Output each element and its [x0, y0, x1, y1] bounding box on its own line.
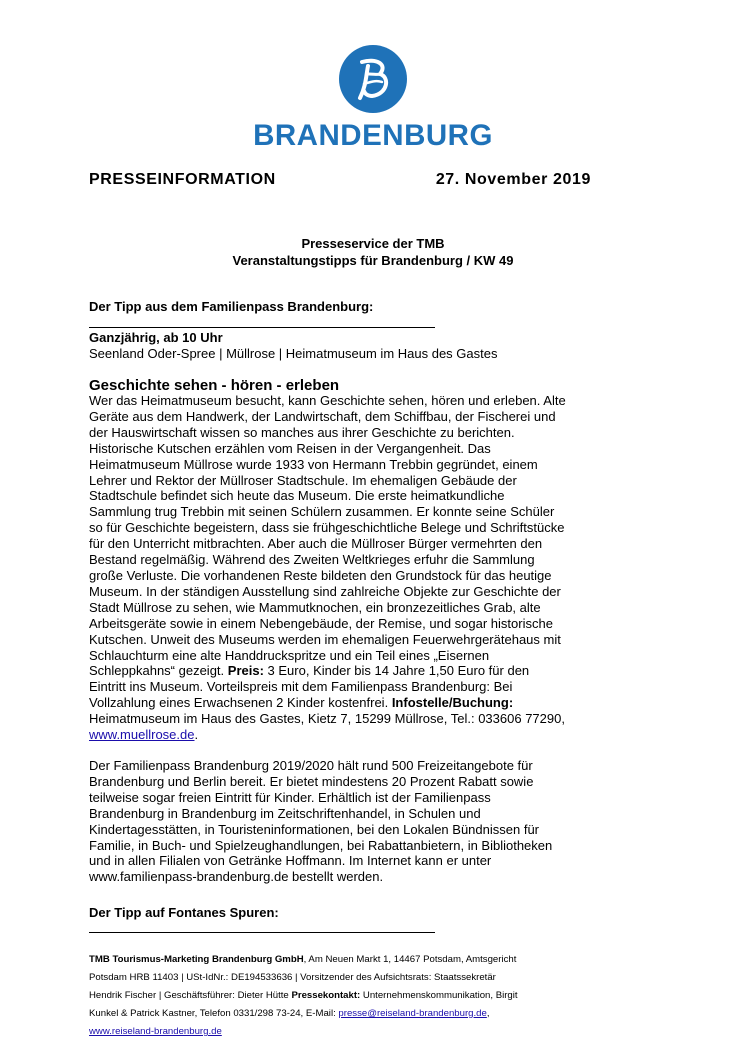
text-line: Kutschen. Unweit des Museums werden im ehemaligen Feuerwehrgerätehaus mit — [89, 631, 561, 647]
footer-line: Kunkel & Patrick Kastner, Telefon 0331/298 73-24, E-Mail: presse@reiseland-brandenburg.de, — [89, 1008, 490, 1019]
brand-logo — [0, 44, 746, 153]
text-line: Lehrer und Rektor der Müllroser Stadtschule. Im ehemaligen Gebäude der — [89, 472, 517, 488]
press-title: PRESSEINFORMATION — [89, 171, 276, 188]
footer-line: Potsdam HRB 11403 | USt-IdNr.: DE194533636 | Vorsitzender des Aufsichtsrats: Staatssekretär — [89, 972, 496, 983]
tip1-section-title: Der Tipp aus dem Familienpass Brandenburg: — [89, 299, 374, 314]
text-line-link: www.muellrose.de. — [89, 727, 199, 743]
text-line: Familie, in Buch- und Spielzeughandlungen, bei Rabattanbietern, in Bibliotheken — [89, 837, 553, 853]
text-line: Eintritt ins Museum. Vorteilspreis mit dem Familienpass Brandenburg: Bei — [89, 679, 513, 695]
text-line: Historische Kutschen erzählen vom Reisen in der Vergangenheit. Das — [89, 440, 491, 456]
text-line-info: Vollzahlung eines Erwachsenen 2 Kinder kostenfrei. Infostelle/Buchung: — [89, 695, 514, 711]
press-header — [89, 171, 591, 189]
press-date: 27. November 2019 — [435, 171, 591, 188]
text-line: Heimatmuseum Müllrose wurde 1933 von Hermann Trebbin gegründet, einem — [89, 456, 538, 472]
text-line: Kindertagesstätten, in Touristeninformationen, bei den Lokalen Bündnissen für — [89, 821, 539, 837]
text-line: Arbeitsgeräte sowie in einem Nebengebäude, der Remise, und sogar historische — [89, 615, 553, 631]
text-line: Bestand regelmäßig. Während des Zweiten Weltkrieges erfuhr die Sammlung — [89, 552, 535, 568]
text-line: teilweise sogar freien Eintritt für Kinder. Erhältlich ist der Familienpass — [89, 789, 491, 805]
footer-line: TMB Tourismus-Marketing Brandenburg GmbH, Am Neuen Markt 1, 14467 Potsdam, Amtsgericht — [89, 954, 517, 965]
info-label: Infostelle/Buchung: — [391, 695, 514, 711]
text-line: und in allen Filialen von Getränke Hoffmann. Im Internet kann er unter — [89, 853, 492, 869]
press-email-link[interactable]: presse@reiseland-brandenburg.de — [338, 1008, 487, 1019]
service-line-1: Presseservice der TMB — [301, 236, 445, 251]
text-line: Sammlung trug Trebbin mit seinen Schülern zusammen. Er konnte seine Schüler — [89, 504, 555, 520]
text-line: Wer das Heimatmuseum besucht, kann Geschichte sehen, hören und erleben. Alte — [89, 393, 566, 408]
press-contact-label: Pressekontakt: — [291, 990, 361, 1001]
text-line: Der Familienpass Brandenburg 2019/2020 hält rund 500 Freizeitangebote für — [89, 758, 533, 773]
footer-company: TMB Tourismus-Marketing Brandenburg GmbH — [89, 954, 304, 965]
footer-imprint — [89, 951, 589, 1041]
text-line: für den Unterricht mitbrachten. Aber auch die Müllroser Bürger vermehrten den — [89, 536, 543, 552]
text-line-price: Schleppkahns“ gezeigt. Preis: 3 Euro, Kinder bis 14 Jahre 1,50 Euro für den — [89, 663, 530, 679]
text-line: www.familienpass-brandenburg.de bestellt werden. — [89, 869, 384, 885]
event-time: Ganzjährig, ab 10 Uhr — [89, 330, 223, 345]
text-line: so für Geschichte begeistern, dass sie frühgeschichtliche Belege und Schriftstücke — [89, 520, 565, 536]
text-line: Museum. In der ständigen Ausstellung sind zahlreiche Objekte zur Geschichte der — [89, 583, 561, 599]
text-line: große Verluste. Die vorhandenen Reste bildeten den Grundstock für das heutige — [89, 567, 552, 583]
event-description — [89, 393, 609, 743]
brandenburg-logo-icon — [338, 44, 408, 114]
service-line-2: Veranstaltungstipps für Brandenburg / KW 49 — [232, 253, 514, 268]
tip2-section-title: Der Tipp auf Fontanes Spuren: — [89, 905, 279, 920]
text-line: Brandenburg und Berlin bereit. Er bietet mindestens 20 Prozent Rabatt sowie — [89, 773, 534, 789]
section-divider — [89, 932, 435, 933]
text-line: Stadt Müllrose zu sehen, wie Mammutknochen, ein bronzezeitliches Grab, alte — [89, 599, 541, 615]
event-headline: Geschichte sehen - hören - erleben — [89, 377, 340, 394]
press-service-heading — [0, 235, 746, 269]
museum-website-link[interactable]: www.muellrose.de — [89, 727, 195, 743]
text-line: Stadtschule befindet sich heute das Museum. Die erste heimatkundliche — [89, 488, 505, 504]
reiseland-website-link[interactable]: www.reiseland-brandenburg.de — [89, 1026, 222, 1037]
text-line: der Hauswirtschaft wissen so manches aus ihrer Geschichte zu berichten. — [89, 424, 515, 440]
text-line: Schlauchturm eine alte Handdruckspritze und ein Teil eines „Eisernen — [89, 647, 490, 663]
text-line: Geräte aus dem Handwerk, der Landwirtschaft, dem Schiffbau, der Fischerei und — [89, 408, 556, 424]
section-divider — [89, 327, 435, 328]
event-place: Seenland Oder-Spree | Müllrose | Heimatmuseum im Haus des Gastes — [89, 346, 498, 361]
familienpass-paragraph — [89, 758, 609, 885]
footer-line: Hendrik Fischer | Geschäftsführer: Dieter Hütte Pressekontakt: Unternehmenskommunikation, Birgit — [89, 990, 518, 1001]
logo-wordmark: BRANDENBURG — [253, 119, 493, 152]
footer-line — [89, 1023, 589, 1041]
text-line: Heimatmuseum im Haus des Gastes, Kietz 7, 15299 Müllrose, Tel.: 033606 77290, — [89, 711, 565, 727]
text-line: Brandenburg in Brandenburg im Zeitschriftenhandel, in Schulen und — [89, 805, 481, 821]
price-label: Preis: — [227, 663, 264, 679]
